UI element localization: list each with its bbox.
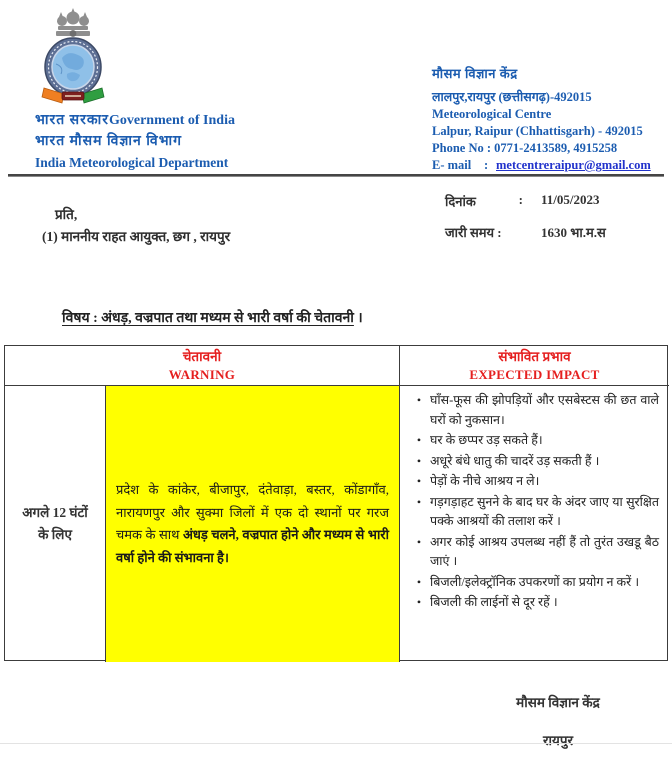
signature-block bbox=[478, 693, 638, 749]
issue-time-label: जारी समय : bbox=[445, 225, 502, 240]
to-label: प्रति, bbox=[55, 207, 78, 222]
date-value: 11/05/2023 bbox=[541, 192, 600, 207]
warning-text-cell bbox=[106, 386, 400, 662]
centre-address-hindi: लालपुर,रायपुर (छत्तीसगढ़)-492015 bbox=[432, 90, 592, 104]
signature-centre: मौसम विज्ञान केंद्र bbox=[516, 695, 600, 710]
issue-time-row bbox=[445, 223, 665, 241]
warning-table bbox=[4, 345, 668, 661]
date-label-wrap bbox=[445, 192, 541, 210]
imd-hindi-line: भारत मौसम विज्ञान विभाग bbox=[35, 134, 183, 149]
issue-time-value: 1630 भा.म.स bbox=[541, 225, 606, 240]
impact-header-hindi: संभावित प्रभाव bbox=[498, 349, 571, 364]
impact-header-cell bbox=[400, 346, 669, 386]
centre-address-english: Lalpur, Raipur (Chhattisgarh) - 492015 bbox=[432, 124, 643, 138]
impact-item-text: पेड़ों के नीचे आश्रय न ले। bbox=[430, 474, 540, 488]
centre-name-hindi: मौसम विज्ञान केंद्र bbox=[432, 66, 518, 81]
header-left bbox=[35, 110, 235, 173]
bullet-icon: • bbox=[416, 574, 422, 589]
impact-list-cell bbox=[400, 386, 669, 662]
date-colon: : bbox=[518, 192, 523, 207]
date-label: दिनांक bbox=[445, 194, 476, 209]
recipient-line: (1) माननीय राहत आयुक्त, छग , रायपुर bbox=[42, 229, 231, 244]
period-line1: अगले 12 घंटों bbox=[22, 505, 88, 520]
phone-line: Phone No : 0771-2413589, 4915258 bbox=[432, 141, 618, 155]
impact-item-text: अगर कोई आश्रय उपलब्ध नहीं हैं तो तुरंत उखडू बैठ जाएं । bbox=[430, 534, 659, 568]
bullet-icon: • bbox=[416, 433, 422, 447]
impact-item bbox=[408, 431, 663, 451]
subject-text: विषय : अंधड़, वज्रपात तथा मध्यम से भारी वर्षा की चेतावनी bbox=[62, 311, 354, 326]
warning-text-bold: अंधड़ चलने, वज्रपात होने और मध्यम से भारी वर्षा होने की संभावना है। bbox=[116, 527, 389, 565]
impact-item-text: बिजली की लाईनों से दूर रहें । bbox=[430, 595, 558, 609]
email-label: E- mail bbox=[432, 158, 472, 172]
warning-header-cell bbox=[5, 346, 400, 386]
impact-item-text: गड़गड़ाहट सुनने के बाद घर के अंदर जाए या सुरक्षित पक्के आश्रयों की तलाश करें । bbox=[430, 494, 659, 528]
impact-item bbox=[408, 573, 663, 593]
centre-name-english: Meteorological Centre bbox=[432, 107, 552, 121]
govt-of-india-line bbox=[35, 110, 235, 131]
subject-suffix: । bbox=[353, 311, 363, 326]
govt-english: Government of India bbox=[108, 113, 235, 128]
warning-text-normal: प्रदेश के कांकेर, बीजापुर, दंतेवाड़ा, बस्तर, कोंडागाँव, नारायणपुर और सुक्मा जिलों में एक दो स्थानों पर गरज चमक के साथ bbox=[116, 482, 389, 542]
impact-item bbox=[408, 493, 663, 532]
impact-item-text: बिजली/इलेक्ट्रॉनिक उपकरणों का प्रयोग न करें । bbox=[430, 574, 640, 589]
imd-english-line: India Meteorological Department bbox=[35, 155, 229, 170]
date-block bbox=[445, 192, 665, 254]
header-right bbox=[432, 64, 668, 174]
warning-paragraph bbox=[116, 479, 389, 569]
date-row bbox=[445, 192, 665, 210]
warning-header-hindi: चेतावनी bbox=[182, 349, 222, 364]
impact-item bbox=[408, 472, 663, 492]
bullet-icon: • bbox=[416, 393, 422, 407]
period-line2: के लिए bbox=[38, 527, 72, 542]
page-bottom-divider bbox=[0, 743, 672, 744]
imd-emblem-icon bbox=[34, 6, 112, 108]
warning-header-english: WARNING bbox=[168, 367, 236, 382]
bullet-icon: • bbox=[416, 494, 422, 509]
impact-item-text: घाँस-फूस की झोपड़ियों और एसबेस्टस की छत वाले घरों को नुकसान। bbox=[430, 393, 659, 427]
impact-item-text: घर के छप्पर उड़ सकते हैं। bbox=[430, 433, 543, 447]
bullet-icon: • bbox=[416, 534, 422, 549]
bullet-icon: • bbox=[416, 453, 422, 468]
impact-item bbox=[408, 593, 663, 613]
signature-city: रायपुर bbox=[542, 733, 574, 748]
bullet-icon: • bbox=[416, 595, 422, 609]
impact-item bbox=[408, 391, 663, 430]
email-line bbox=[432, 157, 668, 174]
bullet-icon: • bbox=[416, 474, 422, 488]
header-divider bbox=[8, 174, 664, 177]
impact-header-english: EXPECTED IMPACT bbox=[469, 367, 600, 382]
govt-hindi: भारत सरकार bbox=[35, 113, 109, 128]
email-link[interactable]: metcentreraipur@gmail.com bbox=[496, 158, 651, 172]
forecast-period-cell bbox=[5, 386, 106, 662]
subject-line bbox=[62, 308, 363, 327]
impact-item bbox=[408, 452, 663, 472]
impact-item bbox=[408, 533, 663, 572]
impact-item-text: अधूरे बंधे धातु की चादरें उड़ सकती हैं । bbox=[430, 453, 600, 468]
email-colon: : bbox=[484, 158, 489, 172]
